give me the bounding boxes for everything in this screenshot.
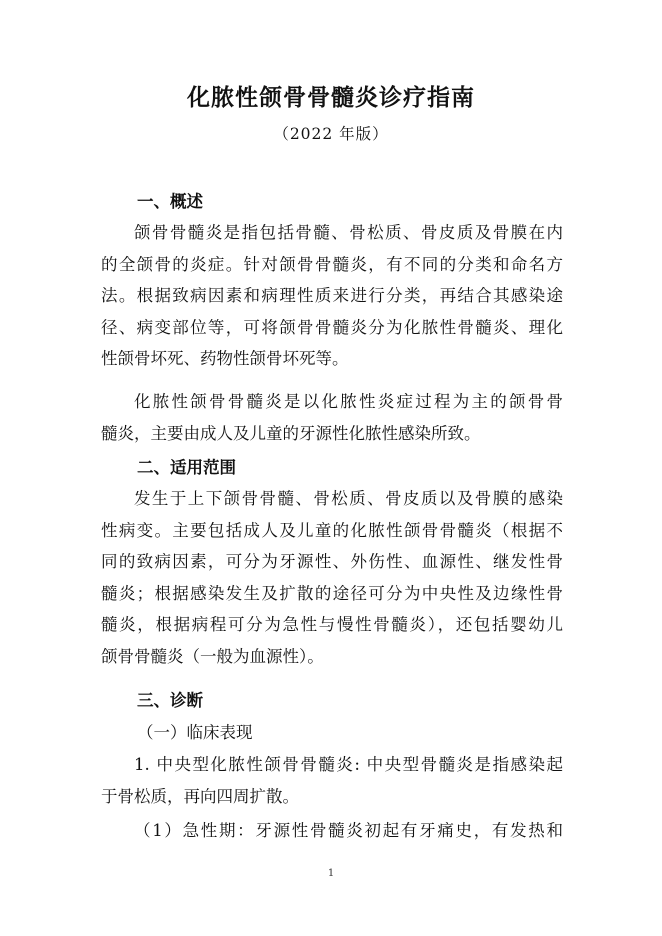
subsection-heading-clinical: （一）临床表现 bbox=[137, 723, 253, 742]
paragraph-overview-1 bbox=[101, 217, 563, 375]
text-line: 性病变。主要包括成人及儿童的化脓性颌骨骨髓炎（根据不 bbox=[101, 520, 563, 540]
text-line: 颌骨骨髓炎是指包括骨髓、骨松质、骨皮质及骨膜在内 bbox=[134, 223, 563, 242]
document-subtitle: （2022 年版） bbox=[273, 125, 389, 143]
text-line: 同的致病因素，可分为牙源性、外伤性、血源性、继发性骨 bbox=[101, 552, 563, 572]
section-heading-overview: 一、概述 bbox=[137, 192, 203, 211]
text-line: 颌骨骨髓炎（一般为血源性）。 bbox=[101, 646, 324, 666]
document-title: 化脓性颌骨骨髓炎诊疗指南 bbox=[187, 85, 475, 111]
text-line: 性颌骨坏死、药物性颌骨坏死等。 bbox=[101, 349, 349, 369]
text-line: 的全颌骨的炎症。针对颌骨骨髓炎，有不同的分类和命名方 bbox=[101, 254, 563, 274]
section-heading-scope: 二、适用范围 bbox=[137, 458, 236, 477]
section-heading-diagnosis: 三、诊断 bbox=[137, 691, 203, 710]
text-line: 于骨松质，再向四周扩散。 bbox=[101, 786, 299, 806]
paragraph-scope-1 bbox=[101, 483, 563, 673]
text-line: 发生于上下颌骨骨髓、骨松质、骨皮质以及骨膜的感染 bbox=[134, 489, 563, 508]
paragraph-acute-phase bbox=[101, 815, 563, 847]
text-line: 髓炎；根据感染发生及扩散的途径可分为中央性及边缘性骨 bbox=[101, 583, 563, 603]
paragraph-overview-2 bbox=[101, 386, 563, 449]
text-line: （1）急性期：牙源性骨髓炎初起有牙痛史，有发热和 bbox=[134, 821, 563, 840]
page-number: 1 bbox=[327, 868, 335, 879]
text-line: 化脓性颌骨骨髓炎是以化脓性炎症过程为主的颌骨骨 bbox=[134, 392, 563, 411]
paragraph-central-type bbox=[101, 749, 563, 812]
text-line: 法。根据致病因素和病理性质来进行分类，再结合其感染途 bbox=[101, 286, 563, 306]
text-line: 髓炎，主要由成人及儿童的牙源性化脓性感染所致。 bbox=[101, 423, 481, 443]
text-line: 髓炎，根据病程可分为急性与慢性骨髓炎），还包括婴幼儿 bbox=[101, 615, 563, 635]
text-line: 径、病变部位等，可将颌骨骨髓炎分为化脓性骨髓炎、理化 bbox=[101, 317, 563, 337]
text-line: 1. 中央型化脓性颌骨骨髓炎: 中央型骨髓炎是指感染起 bbox=[134, 755, 563, 774]
